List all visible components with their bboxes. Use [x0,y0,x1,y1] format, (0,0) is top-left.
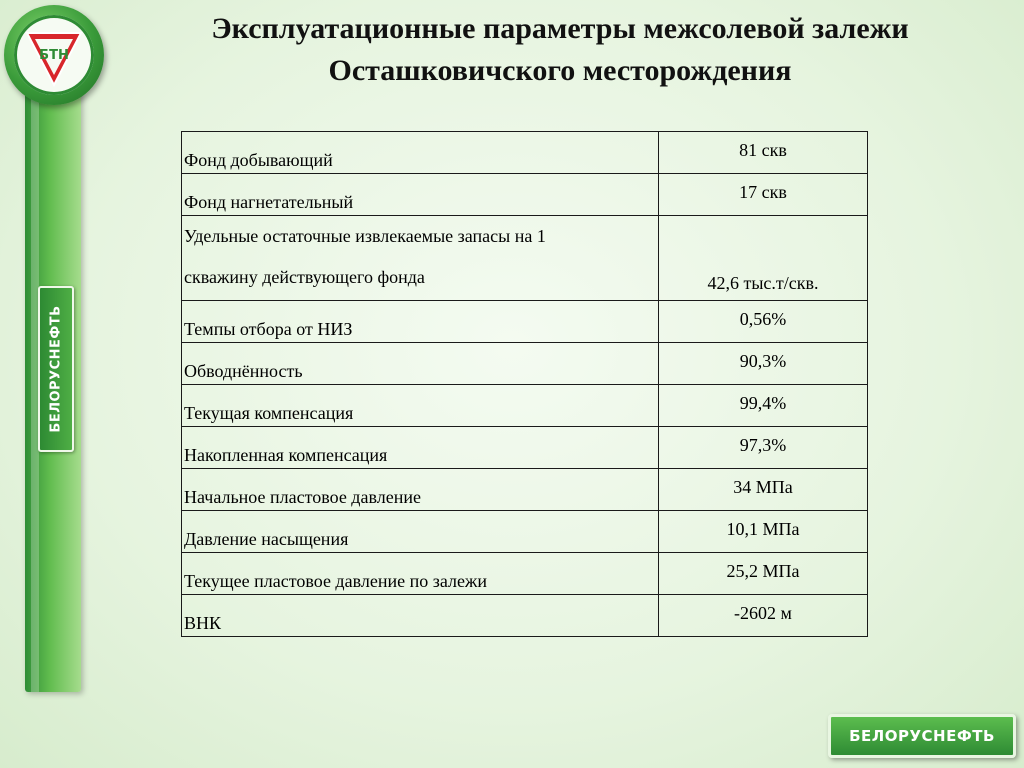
table-row [182,174,868,216]
parameter-value: 99,4% [659,385,868,427]
parameter-label: Накопленная компенсация [182,427,659,469]
table-row [182,385,868,427]
parameters-table [181,131,868,637]
parameter-value: 17 скв [659,174,868,216]
parameter-label: Начальное пластовое давление [182,469,659,511]
slide-title-line-1: Эксплуатационные параметры межсолевой залежи [211,12,909,45]
parameter-label: Текущая компенсация [182,385,659,427]
emblem-icon [21,19,87,91]
parameter-label: Давление насыщения [182,511,659,553]
slide-title [120,8,1000,92]
vertical-brand-logo [38,286,74,452]
table-row [182,553,868,595]
parameter-label: ВНК [182,595,659,637]
company-emblem [4,5,104,105]
table-row [182,427,868,469]
parameter-value: 0,56% [659,301,868,343]
parameter-value: 90,3% [659,343,868,385]
parameter-value: 10,1 МПа [659,511,868,553]
table-row [182,595,868,637]
bottom-brand-logo-text: БЕЛОРУСНЕФТЬ [849,727,995,745]
parameter-value: 42,6 тыс.т/скв. [659,216,868,301]
emblem-letters: БТН [39,48,69,63]
parameter-label: Фонд добывающий [182,132,659,174]
parameter-label: Темпы отбора от НИЗ [182,301,659,343]
parameter-label: Обводнённость [182,343,659,385]
parameter-value: 97,3% [659,427,868,469]
bottom-brand-logo [828,714,1016,758]
parameter-value: 34 МПа [659,469,868,511]
table-row [182,301,868,343]
parameter-value: -2602 м [659,595,868,637]
parameter-label: Фонд нагнетательный [182,174,659,216]
parameter-label-line-2: скважину действующего фонда [184,267,425,287]
parameter-value: 81 скв [659,132,868,174]
table-row [182,511,868,553]
vertical-brand-logo-text: БЕЛОРУСНЕФТЬ [48,305,64,433]
parameter-label: Текущее пластовое давление по залежи [182,553,659,595]
table-row [182,469,868,511]
parameter-label [182,216,659,301]
parameter-value: 25,2 МПа [659,553,868,595]
table-row [182,343,868,385]
table-row [182,132,868,174]
slide-title-line-2: Осташковичского месторождения [328,54,792,87]
parameter-label-line-1: Удельные остаточные извлекаемые запасы на 1 [184,226,546,246]
table-row [182,216,868,301]
